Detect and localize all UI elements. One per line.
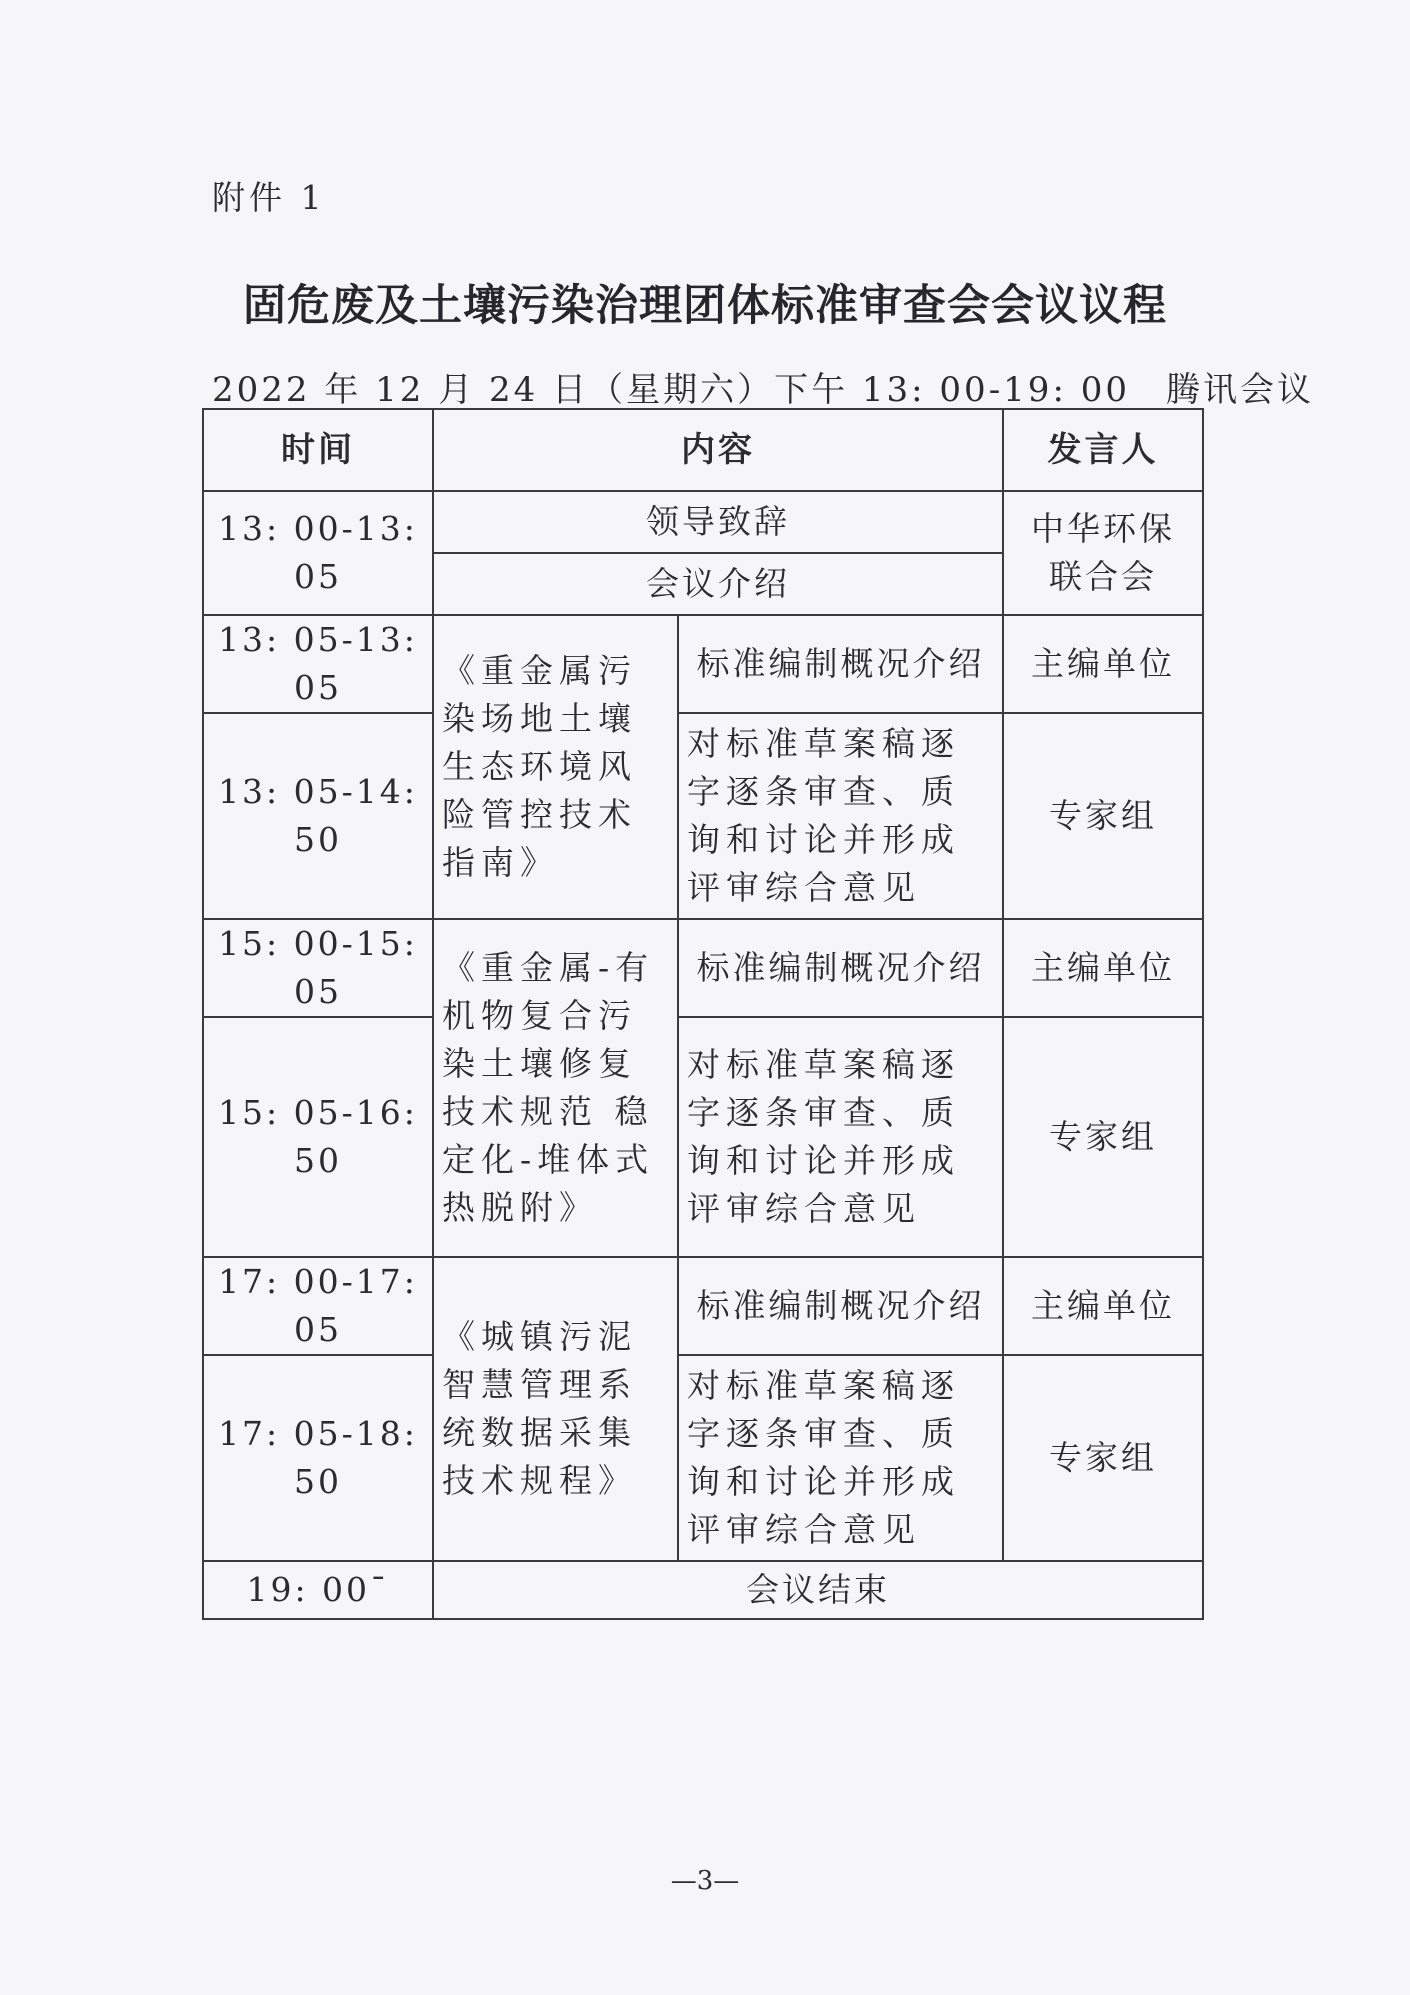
session-3-topic: 《城镇污泥智慧管理系统数据采集技术规程》 — [433, 1257, 678, 1561]
agenda-table — [202, 408, 1204, 1620]
session-3-activity-1: 标准编制概况介绍 — [678, 1257, 1003, 1355]
page-title: 固危废及土壤污染治理团体标准审查会会议议程 — [243, 281, 1167, 331]
session-1-time-2: 13: 05-14: 50 — [203, 713, 433, 919]
session-3-speaker-1: 主编单位 — [1003, 1257, 1203, 1355]
session-3-time-1: 17: 00-17: 05 — [203, 1257, 433, 1355]
opening-time: 13: 00-13: 05 — [203, 491, 433, 615]
session-1-topic: 《重金属污染场地土壤生态环境风险管控技术指南》 — [433, 615, 678, 919]
session-1-speaker-2: 专家组 — [1003, 713, 1203, 919]
header-content: 内容 — [433, 409, 1003, 491]
session-2-time-2: 15: 05-16: 50 — [203, 1017, 433, 1257]
header-time: 时间 — [203, 409, 433, 491]
table-row — [203, 1017, 1203, 1257]
session-2-activity-2: 对标准草案稿逐字逐条审查、质询和讨论并形成评审综合意见 — [678, 1017, 1003, 1257]
table-row — [203, 1561, 1203, 1619]
session-1-speaker-1: 主编单位 — [1003, 615, 1203, 713]
opening-item-2: 会议介绍 — [433, 553, 1003, 615]
session-2-time-1: 15: 00-15: 05 — [203, 919, 433, 1017]
session-2-speaker-2: 专家组 — [1003, 1017, 1203, 1257]
meeting-platform: 腾讯会议 — [1165, 370, 1314, 410]
session-3-activity-2: 对标准草案稿逐字逐条审查、质询和讨论并形成评审综合意见 — [678, 1355, 1003, 1561]
table-row — [203, 615, 1203, 713]
attachment-label: 附件 1 — [212, 178, 326, 217]
session-1-activity-1: 标准编制概况介绍 — [678, 615, 1003, 713]
page-number: —3— — [670, 1866, 740, 1896]
closing-time: 19: 00¯ — [203, 1561, 433, 1619]
table-row — [203, 491, 1203, 553]
session-2-topic: 《重金属-有机物复合污染土壤修复技术规范 稳定化-堆体式热脱附》 — [433, 919, 678, 1257]
meeting-datetime-line — [212, 362, 1314, 411]
table-header-row — [203, 409, 1203, 491]
session-3-speaker-2: 专家组 — [1003, 1355, 1203, 1561]
opening-item-1: 领导致辞 — [433, 491, 1003, 553]
meeting-datetime: 2022 年 12 月 24 日（星期六）下午 13: 00-19: 00 — [212, 370, 1130, 410]
session-2-speaker-1: 主编单位 — [1003, 919, 1203, 1017]
table-row — [203, 713, 1203, 919]
session-3-time-2: 17: 05-18: 50 — [203, 1355, 433, 1561]
table-row — [203, 1257, 1203, 1355]
closing-item: 会议结束 — [433, 1561, 1203, 1619]
table-row — [203, 919, 1203, 1017]
table-row — [203, 1355, 1203, 1561]
opening-speaker: 中华环保联合会 — [1003, 491, 1203, 615]
session-2-activity-1: 标准编制概况介绍 — [678, 919, 1003, 1017]
session-1-time-1: 13: 05-13: 05 — [203, 615, 433, 713]
session-1-activity-2: 对标准草案稿逐字逐条审查、质询和讨论并形成评审综合意见 — [678, 713, 1003, 919]
header-speaker: 发言人 — [1003, 409, 1203, 491]
